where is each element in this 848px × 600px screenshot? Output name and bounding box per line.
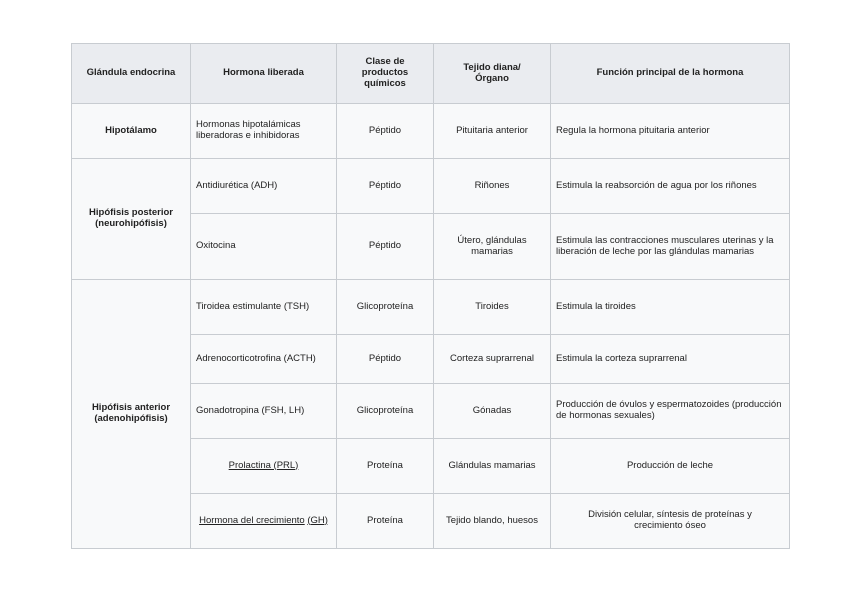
function-cell: Regula la hormona pituitaria anterior xyxy=(551,104,790,159)
chemical-class-cell: Glicoproteína xyxy=(337,280,434,335)
target-cell: Tejido blando, huesos xyxy=(434,494,551,549)
hormone-cell: Adrenocorticotrofina (ACTH) xyxy=(191,335,337,384)
header-chemical-class: Clase de productos químicos xyxy=(337,44,434,104)
chemical-class-cell: Péptido xyxy=(337,214,434,280)
function-cell: Estimula las contracciones musculares uterinas y la liberación de leche por las glándulas mamarias xyxy=(551,214,790,280)
chemical-class-cell: Glicoproteína xyxy=(337,384,434,439)
target-cell: Pituitaria anterior xyxy=(434,104,551,159)
target-cell: Glándulas mamarias xyxy=(434,439,551,494)
function-cell: Estimula la reabsorción de agua por los riñones xyxy=(551,159,790,214)
hormones-table xyxy=(71,43,790,549)
hormone-cell: Hormonas hipotalámicas liberadoras e inhibidoras xyxy=(191,104,337,159)
hormone-cell: Oxitocina xyxy=(191,214,337,280)
function-cell: Estimula la corteza suprarrenal xyxy=(551,335,790,384)
gland-cell: Hipófisis posterior (neurohipófisis) xyxy=(72,159,191,280)
header-gland: Glándula endocrina xyxy=(72,44,191,104)
header-hormone: Hormona liberada xyxy=(191,44,337,104)
prolactin-link[interactable]: Prolactina (PRL) xyxy=(228,459,299,471)
table-row xyxy=(72,104,790,159)
chemical-class-cell: Péptido xyxy=(337,159,434,214)
table-row xyxy=(72,280,790,335)
target-cell: Tiroides xyxy=(434,280,551,335)
hormone-cell xyxy=(191,439,337,494)
hormone-cell: Antidiurética (ADH) xyxy=(191,159,337,214)
table-row xyxy=(72,159,790,214)
function-cell: División celular, síntesis de proteínas y crecimiento óseo xyxy=(551,494,790,549)
header-target-tissue: Tejido diana/Órgano xyxy=(434,44,551,104)
header-row xyxy=(72,44,790,104)
target-cell: Riñones xyxy=(434,159,551,214)
chemical-class-cell: Proteína xyxy=(337,494,434,549)
hormone-cell: Tiroidea estimulante (TSH) xyxy=(191,280,337,335)
header-function: Función principal de la hormona xyxy=(551,44,790,104)
function-cell: Producción de leche xyxy=(551,439,790,494)
chemical-class-cell: Péptido xyxy=(337,335,434,384)
target-cell: Útero, glándulas mamarias xyxy=(434,214,551,280)
hormone-cell: Gonadotropina (FSH, LH) xyxy=(191,384,337,439)
target-cell: Gónadas xyxy=(434,384,551,439)
chemical-class-cell: Proteína xyxy=(337,439,434,494)
function-cell: Producción de óvulos y espermatozoides (producción de hormonas sexuales) xyxy=(551,384,790,439)
growth-hormone-abbr-link[interactable]: (GH) xyxy=(307,514,328,526)
chemical-class-cell: Péptido xyxy=(337,104,434,159)
target-cell: Corteza suprarrenal xyxy=(434,335,551,384)
function-cell: Estimula la tiroides xyxy=(551,280,790,335)
hormone-cell xyxy=(191,494,337,549)
growth-hormone-link[interactable]: Hormona del crecimiento xyxy=(199,514,305,526)
gland-cell: Hipófisis anterior (adenohipófisis) xyxy=(72,280,191,549)
gland-cell: Hipotálamo xyxy=(72,104,191,159)
